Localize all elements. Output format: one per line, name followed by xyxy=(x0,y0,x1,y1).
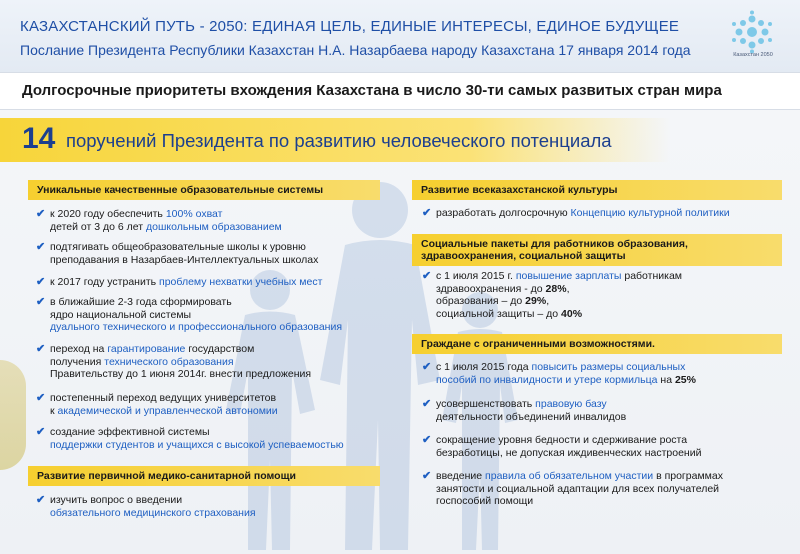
item-percent: 40% xyxy=(561,307,583,320)
item-text: , xyxy=(566,282,570,295)
list-item-poverty xyxy=(422,434,782,459)
item-text: с 1 июля 2015 г. xyxy=(436,270,516,282)
item-text: к 2020 году обеспечить xyxy=(50,208,166,220)
item-percent: 28% xyxy=(545,282,567,295)
item-text: создание эффективной системы xyxy=(50,426,210,438)
item-text: госпособий помощи xyxy=(436,495,534,508)
list-item-places xyxy=(36,276,386,289)
item-percent: 29% xyxy=(525,295,547,308)
headline-number: 14 xyxy=(22,122,56,155)
section-label: Развитие всеказахстанской культуры xyxy=(421,184,618,196)
item-text: постепенный переход ведущих университетов xyxy=(50,392,277,404)
list-item-student-support xyxy=(36,426,388,451)
item-highlight: 100% охват xyxy=(165,208,223,220)
section-label: Уникальные качественные образовательные системы xyxy=(37,184,324,196)
section-disabilities-header xyxy=(412,334,782,354)
priority-band-text: Долгосрочные приоритеты вхождения Казахстана в число 30-ти самых развитых стран мира xyxy=(22,82,722,99)
headline-text: поручений Президента по развитию человеческого потенциала xyxy=(66,130,612,151)
section-label: Развитие первичной медико-санитарной помощи xyxy=(37,470,296,482)
list-item-universities xyxy=(36,392,386,417)
header-title: КАЗАХСТАНСКИЙ ПУТЬ - 2050: ЕДИНАЯ ЦЕЛЬ, ЕДИНЫЕ ИНТЕРЕСЫ, ЕДИНОЕ БУДУЩЕЕ xyxy=(20,18,680,35)
item-highlight: повысить размеры социальных xyxy=(531,361,686,373)
section-label: Социальные пакеты для работников образования, xyxy=(421,238,688,250)
item-text: деятельности объединений инвалидов xyxy=(436,410,627,423)
list-item-legal-base xyxy=(422,398,782,423)
list-item-employment xyxy=(422,470,782,508)
item-text: подтягивать общеобразовательные школы к уровню xyxy=(50,241,306,253)
header xyxy=(0,0,800,72)
section-social-packages-header xyxy=(412,234,782,266)
item-text: переход на xyxy=(50,343,108,355)
item-highlight: обязательного медицинского страхования xyxy=(50,506,256,519)
header-subtitle: Послание Президента Республики Казахстан Н.А. Назарбаева народу Казахстана 17 января 2014 года xyxy=(20,42,691,58)
item-text: к 2017 году устранить xyxy=(50,276,160,288)
item-text: получения xyxy=(50,355,105,368)
item-text: занятости и социальной адаптации для всех получателей xyxy=(436,482,720,495)
item-highlight: правила об обязательном участии xyxy=(485,470,654,482)
section-education-header xyxy=(28,180,380,200)
item-text: детей от 3 до 6 лет xyxy=(50,220,147,233)
item-text: образования – до xyxy=(436,295,526,308)
list-item-benefits xyxy=(422,361,782,386)
list-item-schools xyxy=(36,241,386,266)
item-highlight: Концепцию культурной политики xyxy=(570,207,730,219)
logo-caption: Казахстан 2050 xyxy=(733,52,773,58)
item-text: на xyxy=(657,373,675,386)
section-label: здравоохранения, социальной защиты xyxy=(421,250,626,262)
item-text: введение xyxy=(436,470,486,482)
item-text: ядро национальной системы xyxy=(50,308,192,321)
item-highlight: дуального технического и профессионального образования xyxy=(50,321,343,334)
item-text: разработать долгосрочную xyxy=(436,207,571,219)
item-text: с 1 июля 2015 года xyxy=(436,361,532,373)
list-item-salary xyxy=(422,270,782,320)
item-highlight: поддержки студентов и учащихся с высокой успеваемостью xyxy=(50,438,344,451)
map-decoration xyxy=(0,360,26,470)
item-highlight: гарантирование xyxy=(107,343,186,355)
section-culture-header xyxy=(412,180,782,200)
item-text: к xyxy=(50,404,58,417)
item-text: государством xyxy=(185,343,255,355)
item-text: в ближайшие 2-3 года сформировать xyxy=(50,296,232,308)
list-item-insurance xyxy=(36,494,386,519)
item-text: работникам xyxy=(621,270,683,282)
item-text: здравоохранения - до xyxy=(436,282,546,295)
item-highlight: дошкольным образованием xyxy=(146,220,282,233)
item-text: усовершенствовать xyxy=(436,398,536,410)
item-text: Правительству до 1 июня 2014г. внести предложения xyxy=(50,368,312,381)
item-highlight: академической и управленческой автономии xyxy=(57,404,278,417)
item-text: в программах xyxy=(653,470,723,482)
item-highlight: повышение зарплаты xyxy=(515,270,622,282)
list-item-dual-education xyxy=(36,296,386,334)
section-healthcare-header xyxy=(28,466,380,486)
list-item-preschool xyxy=(36,208,386,233)
item-highlight: технического образования xyxy=(104,355,234,368)
item-highlight: пособий по инвалидности и утере кормильца xyxy=(436,373,658,386)
item-text: , xyxy=(546,295,550,308)
item-text: сокращение уровня бедности и сдерживание роста xyxy=(436,434,688,446)
item-percent: 25% xyxy=(674,373,696,386)
list-item-technical xyxy=(36,343,386,381)
item-text: социальной защиты – до xyxy=(436,307,562,320)
priority-band xyxy=(0,72,800,110)
headline-bar xyxy=(0,118,670,162)
list-item-culture-policy xyxy=(422,207,782,220)
section-label: Граждане с ограниченными возможностями. xyxy=(421,338,655,350)
item-text: преподавания в Назарбаев-Интеллектуальных школах xyxy=(50,253,319,266)
item-text: безработицы, не допуская иждивенческих настроений xyxy=(436,446,702,459)
item-highlight: правовую базу xyxy=(535,398,607,410)
item-text: изучить вопрос о введении xyxy=(50,494,183,506)
item-highlight: проблему нехватки учебных мест xyxy=(159,276,323,288)
